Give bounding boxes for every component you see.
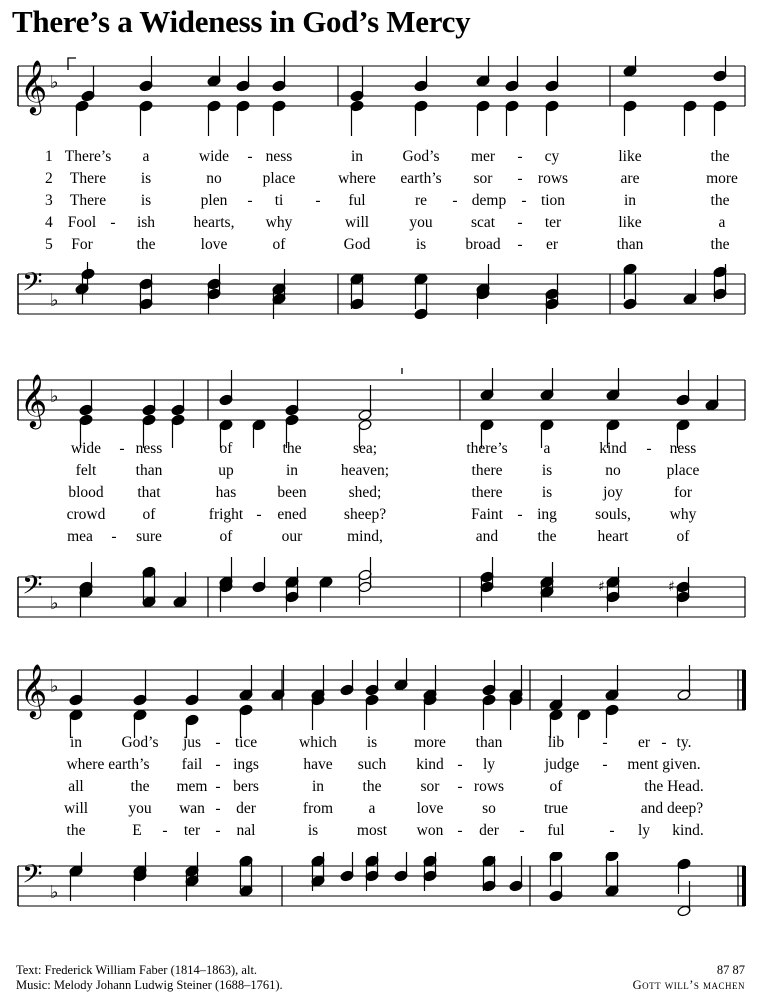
lyric-syllable: there: [471, 462, 503, 479]
lyric-syllable: der: [479, 822, 499, 839]
lyric-syllable: place: [666, 462, 700, 479]
lyric-syllable: more: [414, 734, 446, 751]
lyric-syllable: why: [669, 506, 697, 523]
lyric-syllable: is: [366, 734, 378, 751]
lyric-syllable: jus: [182, 734, 202, 751]
lyric-syllable: broad: [465, 236, 501, 253]
lyric-syllable: demp: [471, 192, 507, 209]
lyric-syllable: -: [517, 214, 523, 231]
lyric-syllable: -: [119, 440, 125, 457]
lyric-syllable: no: [206, 170, 222, 187]
lyric-syllable: no: [605, 462, 621, 479]
lyric-syllable: of: [219, 440, 233, 457]
lyric-syllable: ly: [482, 756, 496, 773]
lyric-syllable: plen: [200, 192, 228, 209]
lyric-syllable: God’s: [121, 734, 159, 751]
lyric-syllable: so: [482, 800, 496, 817]
lyric-syllable: shed;: [348, 484, 382, 501]
lyric-syllable: than: [135, 462, 163, 479]
lyric-syllable: -: [111, 528, 117, 545]
lyric-syllable: have: [303, 756, 333, 773]
lyric-syllable: in: [69, 734, 83, 751]
lyric-syllable: E: [132, 822, 142, 839]
bass-clef-icon: 𝄢: [22, 569, 43, 607]
treble-clef-icon: 𝄞: [20, 59, 48, 113]
lyric-syllable: in: [350, 148, 364, 165]
lyric-syllable: There: [69, 170, 107, 187]
lyric-syllable: that: [137, 484, 161, 501]
music-system-3-bass: [0, 852, 765, 926]
lyric-syllable: true: [543, 800, 569, 817]
lyric-syllable: For: [71, 236, 93, 253]
lyric-syllable: -: [661, 734, 667, 751]
lyric-syllable: earth’s: [400, 170, 442, 187]
lyric-syllable: Fool: [67, 214, 97, 231]
lyric-syllable: the: [282, 440, 302, 457]
music-system-1-treble: [0, 56, 765, 136]
lyric-syllable: souls,: [595, 506, 631, 523]
lyric-syllable: ter: [183, 822, 201, 839]
treble-clef-icon: 𝄞: [20, 663, 48, 717]
flat-key-signature-icon: ♭: [50, 290, 59, 311]
lyric-syllable: -: [519, 822, 525, 839]
lyric-syllable: of: [142, 506, 156, 523]
lyric-syllable: God’s: [402, 148, 440, 165]
lyric-syllable: crowd: [66, 506, 106, 523]
lyric-syllable: up: [218, 462, 234, 479]
lyric-syllable: won: [416, 822, 444, 839]
lyric-syllable: der: [236, 800, 256, 817]
lyric-syllable: which: [299, 734, 337, 751]
flat-key-signature-icon: ♭: [50, 386, 59, 407]
lyric-syllable: is: [307, 822, 319, 839]
lyric-syllable: -: [215, 778, 221, 795]
lyric-syllable: more: [706, 170, 738, 187]
lyric-syllable: ish: [136, 214, 156, 231]
verse-number: 2: [45, 170, 53, 187]
lyric-syllable: ing: [537, 506, 557, 523]
lyric-syllable: -: [646, 440, 652, 457]
lyric-syllable: There’s: [64, 148, 112, 165]
lyric-syllable: than: [475, 734, 503, 751]
lyric-syllable: -: [457, 756, 463, 773]
lyric-syllable: -: [215, 822, 221, 839]
text-credit: Text: Frederick William Faber (1814–1863), alt.: [16, 963, 258, 977]
lyric-syllable: mer: [470, 148, 496, 165]
lyric-syllable: ty.: [676, 734, 692, 751]
lyric-syllable: scat: [470, 214, 496, 231]
lyric-syllable: love: [200, 236, 228, 253]
bass-clef-icon: 𝄢: [22, 858, 43, 896]
lyric-syllable: of: [676, 528, 690, 545]
lyric-syllable: There: [69, 192, 107, 209]
lyric-syllable: kind: [416, 756, 444, 773]
flat-key-signature-icon: ♭: [50, 593, 59, 614]
lyric-syllable: the: [710, 236, 730, 253]
lyric-syllable: -: [315, 192, 321, 209]
music-system-2-treble: [0, 368, 765, 448]
lyric-syllable: a: [543, 440, 551, 457]
verse-number: 3: [45, 192, 53, 209]
lyric-syllable: love: [416, 800, 444, 817]
phrase-bracket: [390, 368, 402, 374]
lyric-syllable: -: [457, 778, 463, 795]
final-barline: [742, 670, 746, 710]
bass-clef-icon: 𝄢: [22, 266, 43, 304]
lyric-syllable: ful: [547, 822, 565, 839]
lyric-syllable: ful: [348, 192, 366, 209]
lyric-syllable: sure: [136, 528, 162, 545]
lyric-syllable: -: [247, 148, 253, 165]
meter: 87 87: [716, 963, 745, 977]
lyric-syllable: like: [618, 148, 642, 165]
lyric-syllable: -: [517, 148, 523, 165]
lyric-syllable: rows: [473, 778, 505, 795]
lyric-syllable: -: [247, 192, 253, 209]
lyric-syllable: -: [602, 734, 608, 751]
verse-number: 4: [45, 214, 53, 231]
lyric-syllable: the: [710, 148, 730, 165]
lyric-syllable: -: [162, 822, 168, 839]
lyric-syllable: ment given.: [627, 756, 701, 773]
lyric-syllable: from: [302, 800, 334, 817]
lyric-syllable: Faint: [471, 506, 503, 523]
flat-key-signature-icon: ♭: [50, 676, 59, 697]
lyric-syllable: the: [130, 778, 150, 795]
lyric-syllable: you: [128, 800, 152, 817]
lyric-syllable: most: [356, 822, 388, 839]
lyric-syllable: the: [362, 778, 382, 795]
lyric-syllable: wide: [70, 440, 102, 457]
lyric-syllable: lib: [547, 734, 565, 751]
sharp-icon: ♯: [598, 579, 605, 595]
lyric-syllable: will: [344, 214, 370, 231]
lyric-syllable: ings: [233, 756, 259, 773]
lyric-syllable: will: [63, 800, 89, 817]
phrase-bracket: [68, 58, 76, 70]
lyric-syllable: such: [357, 756, 387, 773]
lyric-syllable: is: [140, 170, 152, 187]
lyric-syllable: wide: [198, 148, 230, 165]
lyric-syllable: ly: [637, 822, 651, 839]
lyric-syllable: mind,: [347, 528, 383, 545]
hymn-title: There’s a Wideness in God’s Mercy: [12, 4, 471, 39]
final-barline: [742, 866, 746, 906]
lyric-syllable: for: [673, 484, 693, 501]
lyric-syllable: tice: [234, 734, 258, 751]
lyric-syllable: has: [215, 484, 237, 501]
lyric-syllable: -: [457, 822, 463, 839]
lyric-syllable: -: [215, 734, 221, 751]
lyric-syllable: -: [517, 236, 523, 253]
lyric-syllable: -: [517, 506, 523, 523]
lyric-syllable: been: [277, 484, 307, 501]
lyric-syllable: all: [68, 778, 84, 795]
lyric-syllable: judge: [544, 756, 580, 773]
lyric-syllable: heart: [597, 528, 629, 545]
lyric-syllable: sea;: [352, 440, 378, 457]
lyric-syllable: sheep?: [343, 506, 387, 523]
lyric-syllable: nal: [236, 822, 256, 839]
lyric-syllable: why: [265, 214, 293, 231]
lyric-syllable: and deep?: [640, 800, 704, 817]
flat-key-signature-icon: ♭: [50, 72, 59, 93]
lyric-syllable: and: [475, 528, 499, 545]
lyric-syllable: the Head.: [644, 778, 704, 795]
lyric-syllable: the: [710, 192, 730, 209]
lyric-syllable: there: [471, 484, 503, 501]
lyric-syllable: mea: [67, 528, 93, 545]
lyric-syllable: ened: [277, 506, 307, 523]
lyric-syllable: -: [517, 170, 523, 187]
lyric-syllable: than: [616, 236, 644, 253]
tune-name: Gott will’s machen: [632, 978, 745, 992]
lyric-syllable: is: [140, 192, 152, 209]
lyric-syllable: ter: [544, 214, 562, 231]
lyric-syllable: ness: [135, 440, 163, 457]
lyric-syllable: God: [343, 236, 371, 253]
music-system-2-bass: [0, 555, 765, 635]
lyric-syllable: sor: [420, 778, 440, 795]
music-credit: Music: Melody Johann Ludwig Steiner (1688–1761).: [16, 978, 283, 992]
lyric-syllable: a: [142, 148, 150, 165]
lyric-syllable: our: [281, 528, 303, 545]
lyric-syllable: ness: [265, 148, 293, 165]
lyric-syllable: re: [414, 192, 428, 209]
lyric-syllable: -: [521, 192, 527, 209]
lyric-syllable: felt: [75, 462, 97, 479]
lyric-syllable: the: [66, 822, 86, 839]
lyric-syllable: wan: [179, 800, 205, 817]
lyric-syllable: place: [262, 170, 296, 187]
lyric-syllable: is: [541, 484, 553, 501]
verse-number: 5: [45, 236, 53, 253]
lyric-syllable: bers: [233, 778, 259, 795]
lyric-syllable: kind: [599, 440, 627, 457]
lyric-syllable: joy: [603, 484, 623, 501]
lyric-syllable: rows: [537, 170, 569, 187]
lyric-syllable: -: [215, 800, 221, 817]
lyric-syllable: is: [415, 236, 427, 253]
lyric-syllable: you: [409, 214, 433, 231]
lyric-syllable: heaven;: [340, 462, 390, 479]
verse-number: 1: [45, 148, 53, 165]
lyric-syllable: the: [537, 528, 557, 545]
lyric-syllable: of: [549, 778, 563, 795]
lyric-syllable: tion: [540, 192, 566, 209]
lyric-syllable: hearts,: [193, 214, 235, 231]
lyric-syllable: there’s: [466, 440, 508, 457]
lyric-syllable: -: [110, 214, 116, 231]
lyric-syllable: where: [338, 170, 376, 187]
sharp-icon: ♯: [668, 579, 675, 595]
lyric-syllable: in: [623, 192, 637, 209]
lyric-syllable: blood: [68, 484, 104, 501]
lyric-syllable: mem: [176, 778, 208, 795]
lyric-syllable: a: [718, 214, 726, 231]
lyric-syllable: cy: [544, 148, 560, 165]
lyric-syllable: -: [609, 822, 615, 839]
lyric-syllable: ness: [669, 440, 697, 457]
lyric-syllable: of: [272, 236, 286, 253]
lyric-syllable: -: [602, 756, 608, 773]
lyric-syllable: in: [311, 778, 325, 795]
lyric-syllable: like: [618, 214, 642, 231]
lyric-syllable: fail: [181, 756, 203, 773]
lyric-syllable: the: [136, 236, 156, 253]
lyric-syllable: ti: [274, 192, 284, 209]
lyric-syllable: a: [368, 800, 376, 817]
lyric-syllable: is: [541, 462, 553, 479]
music-system-3-treble: [0, 658, 765, 738]
lyric-syllable: -: [256, 506, 262, 523]
lyric-syllable: where earth’s: [66, 756, 150, 773]
music-system-1-bass: [0, 262, 765, 330]
lyric-syllable: in: [285, 462, 299, 479]
lyric-syllable: fright: [208, 506, 244, 523]
lyric-syllable: er: [545, 236, 559, 253]
lyric-syllable: kind.: [672, 822, 704, 839]
treble-clef-icon: 𝄞: [20, 373, 48, 427]
lyric-syllable: -: [452, 192, 458, 209]
lyric-syllable: of: [219, 528, 233, 545]
lyric-syllable: are: [620, 170, 640, 187]
lyric-syllable: -: [215, 756, 221, 773]
flat-key-signature-icon: ♭: [50, 882, 59, 903]
lyric-syllable: sor: [473, 170, 493, 187]
lyric-syllable: er: [637, 734, 651, 751]
